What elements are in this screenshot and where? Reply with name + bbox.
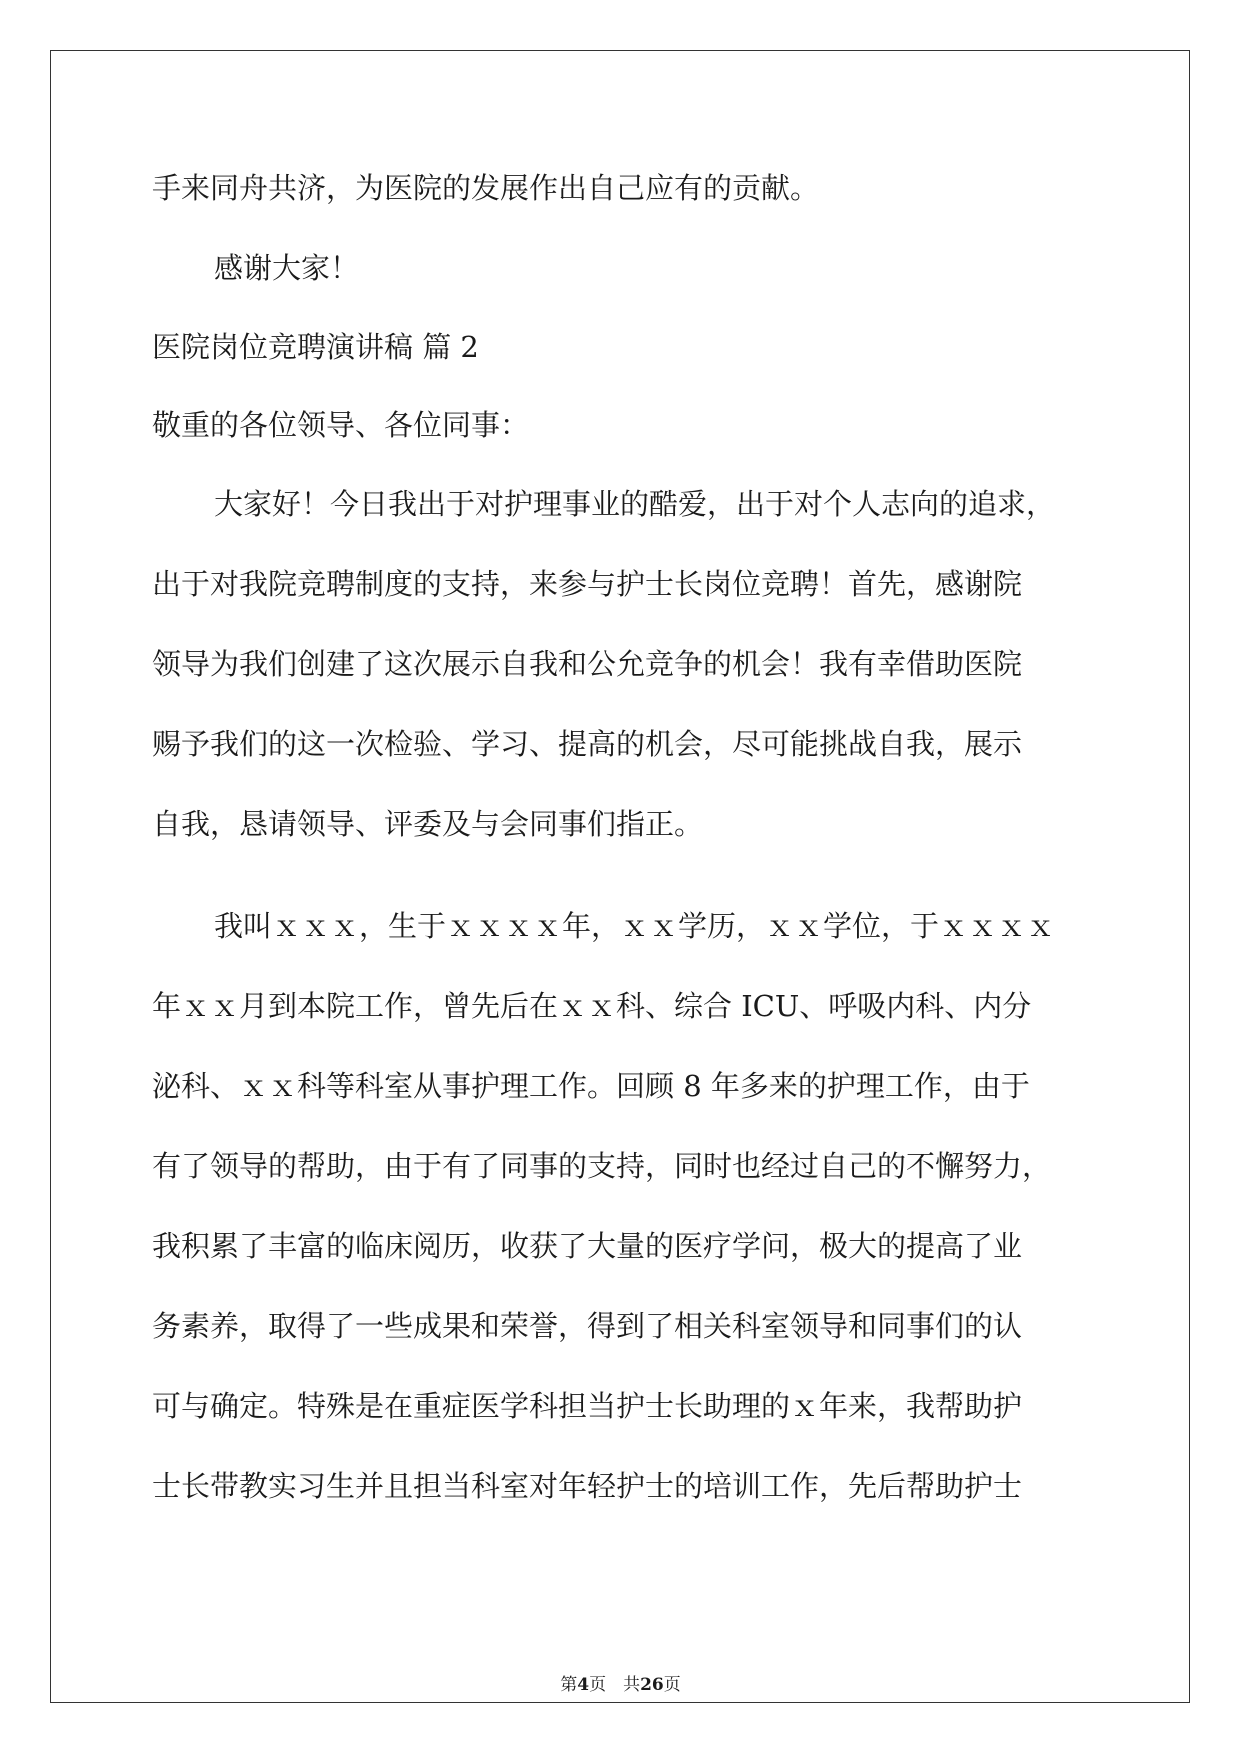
paragraph-line: 年ｘｘ月到本院工作，曾先后在ｘｘ科、综合 ICU、呼吸内科、内分 bbox=[152, 989, 1032, 1023]
footer-middle: 页 共 bbox=[589, 1675, 641, 1695]
current-page-number: 4 bbox=[577, 1675, 590, 1695]
paragraph-line: 务素养，取得了一些成果和荣誉，得到了相关科室领导和同事们的认 bbox=[152, 1309, 1023, 1343]
paragraph-line: 赐予我们的这一次检验、学习、提高的机会，尽可能挑战自我，展示 bbox=[152, 727, 1023, 761]
paragraph-line: 我叫ｘｘｘ，生于ｘｘｘｘ年，ｘｘ学历，ｘｘ学位，于ｘｘｘｘ bbox=[214, 909, 1056, 943]
footer-prefix: 第 bbox=[560, 1675, 578, 1695]
total-pages-number: 26 bbox=[640, 1675, 664, 1695]
paragraph-line: 士长带教实习生并且担当科室对年轻护士的培训工作，先后帮助护士 bbox=[152, 1469, 1023, 1503]
paragraph-line: 泌科、ｘｘ科等科室从事护理工作。回顾 8 年多来的护理工作，由于 bbox=[152, 1069, 1030, 1103]
paragraph-line: 手来同舟共济，为医院的发展作出自己应有的贡献。 bbox=[152, 171, 820, 205]
page-border bbox=[50, 50, 1190, 1703]
page-footer bbox=[0, 1674, 1241, 1696]
section-heading: 医院岗位竞聘演讲稿 篇 2 bbox=[152, 330, 479, 364]
paragraph-line: 出于对我院竞聘制度的支持，来参与护士长岗位竞聘！首先，感谢院 bbox=[152, 567, 1023, 601]
paragraph-line: 可与确定。特殊是在重症医学科担当护士长助理的ｘ年来，我帮助护 bbox=[152, 1389, 1023, 1423]
paragraph-line: 自我，恳请领导、评委及与会同事们指正。 bbox=[152, 807, 704, 841]
paragraph-line: 大家好！今日我出于对护理事业的酷爱，出于对个人志向的追求， bbox=[214, 487, 1056, 521]
paragraph-line: 感谢大家！ bbox=[214, 251, 360, 285]
footer-suffix: 页 bbox=[663, 1675, 681, 1695]
paragraph-line: 领导为我们创建了这次展示自我和公允竞争的机会！我有幸借助医院 bbox=[152, 647, 1023, 681]
paragraph-line: 有了领导的帮助，由于有了同事的支持，同时也经过自己的不懈努力， bbox=[152, 1149, 1052, 1183]
salutation: 敬重的各位领导、各位同事： bbox=[152, 408, 530, 442]
paragraph-line: 我积累了丰富的临床阅历，收获了大量的医疗学问，极大的提高了业 bbox=[152, 1229, 1023, 1263]
